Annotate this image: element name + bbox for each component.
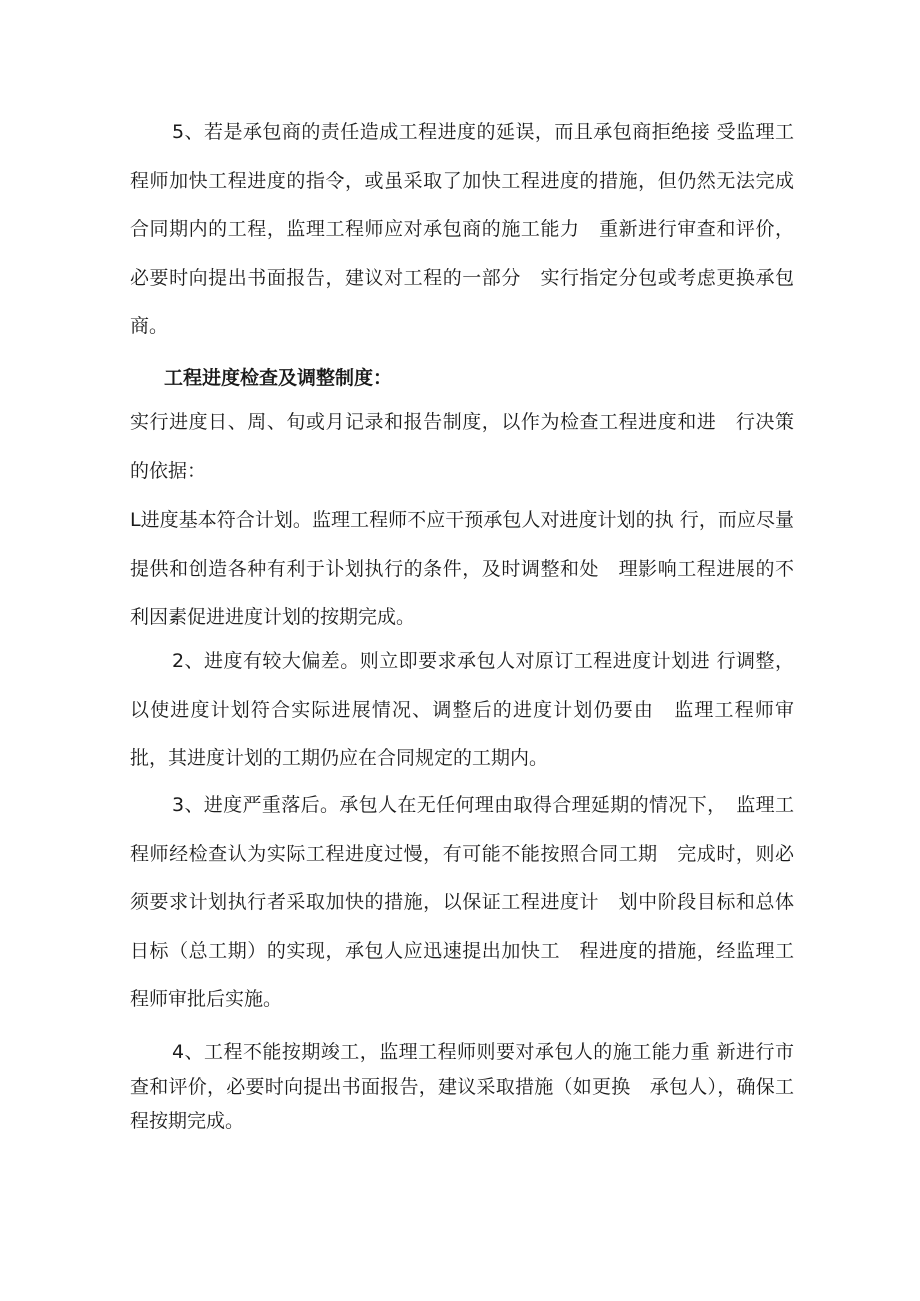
item-4-paragraph: 4、工程不能按期竣工，监理工程师则要对承包人的施工能力重 新进行市查和评价，必要时向提出书面报告，建议采取措施（如更换 承包人），确保工程按期完成。 [130, 1041, 794, 1132]
section-heading: 工程进度检查及调整制度： [164, 367, 393, 389]
item-1-paragraph: L进度基本符合计划。监理工程师不应干预承包人对进度计划的执 行，而应尽量提供和创造各种有利于讣划执行的条件，及时调整和处 理影响工程进展的不利因素促进进度计划的按期完成。 [130, 509, 794, 628]
item-2-paragraph: 2、进度有较大偏差。则立即要求承包人对原订工程进度计划进 行调整，以使进度计划符合实际进展情况、调整后的进度计划仍要由 监理工程师审批，其进度计划的工期仍应在合同规定的工期内。 [130, 650, 794, 769]
paragraph-5: 5、若是承包商的责任造成工程进度的延误，而且承包商拒绝接 受监理工程师加快工程进度的指令，或虽采取了加快工程进度的措施，但仍然无法完成合同期内的工程，监理工程师应对承包商的施工能力 重新进行审查和评价，必要时向提出书面报告，建议对工程的一部分 实行指定分包或考虑更换承包商。 [130, 121, 794, 337]
intro-paragraph: 实行进度日、周、旬或月记录和报告制度，以作为检查工程进度和进 行决策的依据： [130, 411, 794, 482]
item-3-paragraph: 3、进度严重落后。承包人在无任何理由取得合理延期的情况下， 监理工程师经检查认为实际工程进度过慢，有可能不能按照合同工期 完成时，则必须要求计划执行者采取加快的措施，以保证工程进度计 划中阶段目标和总体日标（总工期）的实现，承包人应迅速提出加快工 程进度的措施，经监理工程师审批后实施。 [130, 794, 794, 1010]
